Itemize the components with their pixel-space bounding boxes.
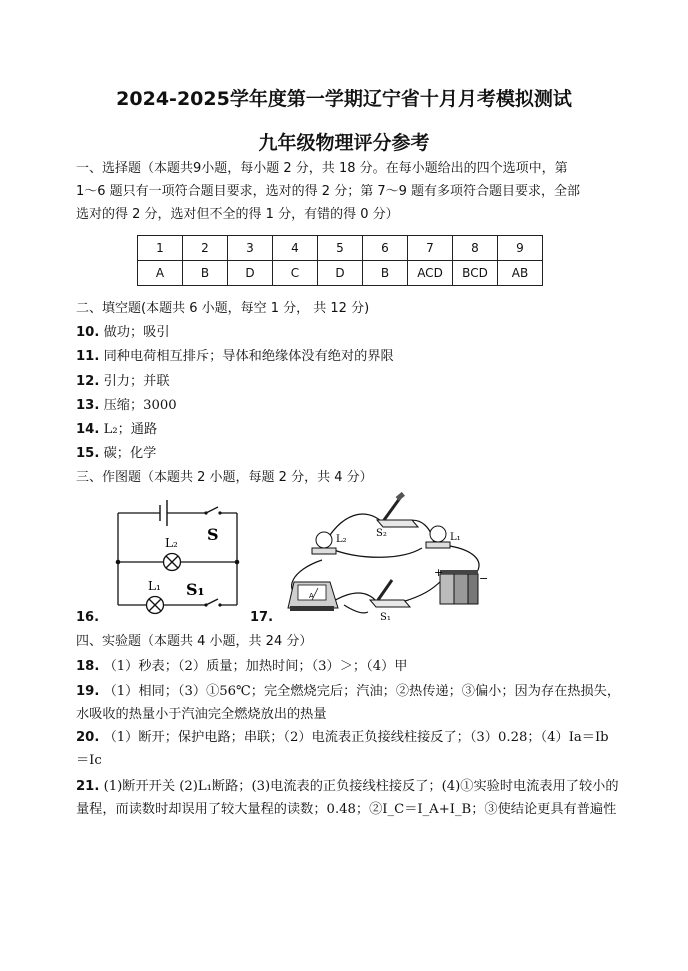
table-row-answers [138, 261, 543, 286]
item-text: （1）秒表；（2）质量；加热时间；（3）＞；（4）甲 [103, 659, 408, 674]
lamp-l2-label: L₂ [336, 534, 347, 545]
list-item [76, 373, 621, 391]
table-cell: 5 [318, 236, 363, 261]
table-cell: 4 [273, 236, 318, 261]
item-number: 18. [76, 659, 100, 674]
figure-16-label: 16. [76, 610, 100, 625]
figure-17-label: 17. [250, 610, 274, 625]
answer-table [137, 235, 543, 286]
circuit-illustration-17 [272, 490, 492, 622]
table-cell: 6 [363, 236, 408, 261]
page-subtitle: 九年级物理评分参考 [258, 132, 430, 154]
battery-plus-label: + [434, 566, 444, 579]
item-text: (1)断开开关 (2)L₁断路；(3)电流表的正负接线柱接反了；(4)①实验时电流表用了较小的量程，而读数时却误用了较大量程的读数；0.48；②I_C＝I_A+I_B；③使结论更具有普遍性 [76, 779, 619, 817]
table-cell: 3 [228, 236, 273, 261]
battery-minus-label: − [479, 572, 489, 585]
section1-heading-line3: 选对的得 2 分，选对但不全的得 1 分，有错的得 0 分） [76, 207, 399, 222]
table-row-numbers [138, 236, 543, 261]
section1-heading-line2: 1～6 题只有一项符合题目要求，选对的得 2 分；第 7～9 题有多项符合题目要求，全部 [76, 184, 581, 199]
circuit-diagram-16 [110, 495, 245, 615]
table-cell: 7 [408, 236, 453, 261]
section4-heading: 四、实验题（本题共 4 小题，共 24 分） [76, 634, 313, 649]
table-cell: AB [498, 261, 543, 286]
lamp-l1-label: L₁ [148, 579, 161, 593]
list-item [76, 445, 621, 463]
section2-heading: 二、填空题(本题共 6 小题，每空 1 分， 共 12 分) [76, 301, 370, 316]
item-number: 13. [76, 398, 100, 413]
table-cell: C [273, 261, 318, 286]
switch-s1-label: S₁ [186, 580, 205, 599]
lamp-l1-icon [426, 526, 450, 548]
item-text: （1）相同；（3）①56℃；完全燃烧完后；汽油；②热传递；③偏小；因为存在热损失，水吸收的热量小于汽油完全燃烧放出的热量 [76, 684, 621, 722]
list-item [76, 680, 621, 726]
item-number: 14. [76, 422, 100, 437]
battery-icon [440, 570, 478, 604]
table-cell: B [183, 261, 228, 286]
table-cell: D [318, 261, 363, 286]
list-item [76, 658, 621, 676]
list-item [76, 421, 621, 439]
switch-s2-icon [377, 492, 418, 527]
lamp-l1-label: L₁ [450, 532, 461, 543]
lamp-l2-icon [312, 532, 336, 554]
item-number: 19. [76, 684, 100, 699]
item-text: 碳；化学 [103, 446, 157, 461]
item-text: 引力；并联 [103, 374, 170, 389]
list-item [76, 348, 621, 366]
item-text: L₂；通路 [103, 422, 158, 437]
switch-s2-label: S₂ [376, 528, 387, 539]
table-cell: 8 [453, 236, 498, 261]
item-text: 做功；吸引 [103, 325, 170, 340]
item-number: 20. [76, 730, 100, 745]
lamp-l2-label: L₂ [165, 536, 178, 550]
list-item [76, 726, 621, 772]
switch-s1-icon [370, 580, 410, 607]
item-number: 11. [76, 349, 100, 364]
table-cell: BCD [453, 261, 498, 286]
ammeter-label: A [309, 592, 314, 600]
item-text: 同种电荷相互排斥；导体和绝缘体没有绝对的界限 [103, 349, 394, 364]
table-cell: 9 [498, 236, 543, 261]
table-cell: D [228, 261, 273, 286]
item-number: 12. [76, 374, 100, 389]
list-item [76, 324, 621, 342]
item-number: 15. [76, 446, 100, 461]
table-cell: A [138, 261, 183, 286]
table-cell: 1 [138, 236, 183, 261]
page-title: 2024-2025学年度第一学期辽宁省十月月考模拟测试 [116, 88, 572, 110]
item-text: （1）断开；保护电路；串联；（2）电流表正负接线柱接反了；（3）0.28；（4）Ia＝Ib＝Ic [76, 730, 609, 768]
section3-heading: 三、作图题（本题共 2 小题，每题 2 分，共 4 分） [76, 470, 373, 485]
item-text: 压缩；3000 [103, 398, 177, 413]
item-number: 10. [76, 325, 100, 340]
switch-s-label: S [207, 525, 219, 544]
table-cell: B [363, 261, 408, 286]
table-cell: ACD [408, 261, 453, 286]
list-item [76, 397, 621, 415]
list-item [76, 775, 621, 821]
item-number: 21. [76, 779, 100, 794]
switch-s1-label: S₁ [380, 612, 391, 622]
section1-heading-line1: 一、选择题（本题共9小题，每小题 2 分，共 18 分。在每小题给出的四个选项中，第 [76, 161, 568, 176]
table-cell: 2 [183, 236, 228, 261]
